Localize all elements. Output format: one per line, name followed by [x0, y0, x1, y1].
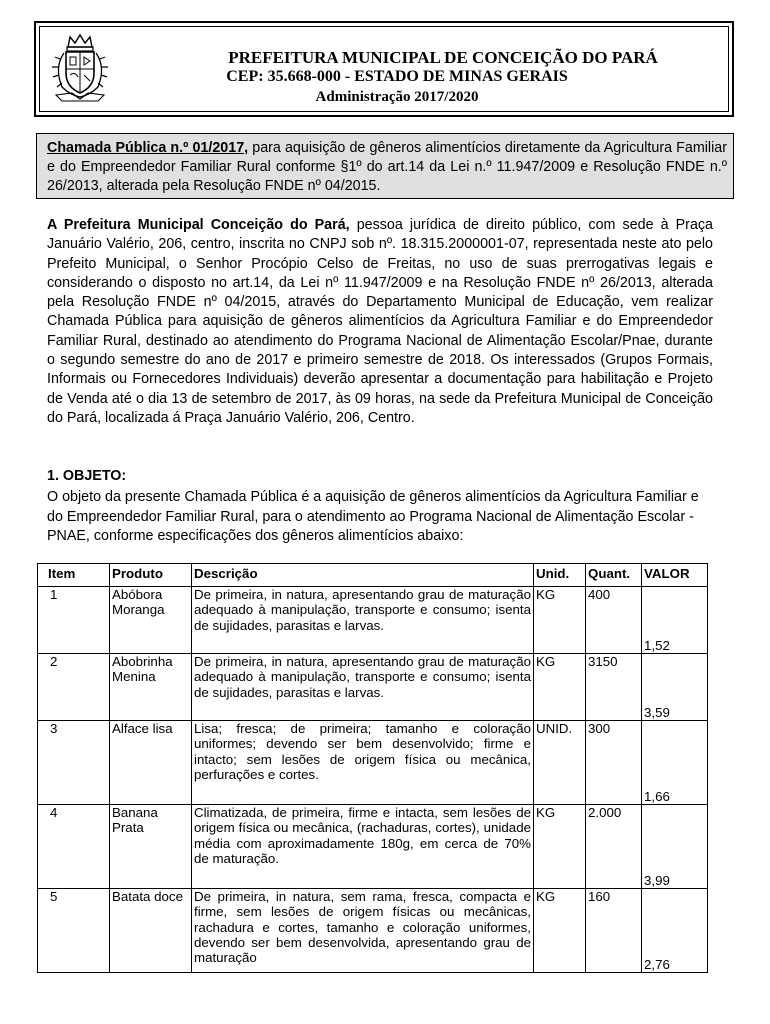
public-call-notice	[36, 133, 734, 199]
cell-quant: 3150	[586, 654, 642, 721]
cell-valor: 1,66	[642, 721, 708, 805]
notice-text: para aquisição de gêneros alimentícios diretamente da Agricultura Familiar e do Empreendedor Familiar Rural conforme §1º do art.14 da Lei n.º 11.947/2009 e Resolução FNDE n.º 26/2013, alterada pela Resolução FNDE nº 04/2015.	[47, 140, 727, 194]
intro-lead: A Prefeitura Municipal Conceição do Pará,	[47, 217, 350, 233]
cell-unid: KG	[534, 805, 586, 889]
cell-item: 3	[38, 721, 110, 805]
notice-title: Chamada Pública n.º 01/2017,	[47, 140, 249, 156]
intro-text: pessoa jurídica de direito público, com sede à Praça Januário Valério, 206, centro, inscrita no CNPJ sob nº. 18.315.2000001-07, representada neste ato pelo Prefeito Municipal, o Senhor Procópio Celso de Freitas, no uso de suas prerrogativas legais e considerando o disposto no art.14, da Lei nº 11.947/2009 e na Resolução FNDE nº 26/2013, alterada pela Resolução FNDE nº 04/2015, através do Departamento Municipal de Educação, vem realizar Chamada Pública para aquisição de gêneros alimentícios da Agricultura Familiar e do Empreendedor Familiar Rural, destinado ao atendimento do Programa Nacional de Alimentação Escolar/Pnae, durante o segundo semestre do ano de 2017 e primeiro semestre de 2018. Os interessados (Grupos Formais, Informais ou Fornecedores Individuais) deverão apresentar a documentação para habilitação e Projeto de Venda até o dia 13 de setembro de 2017, às 09 horas, na sede da Prefeitura Municipal de Conceição do Pará, localizada á Praça Januário Valério, 206, Centro.	[47, 217, 713, 426]
cell-produto: Alface lisa	[110, 721, 192, 805]
table-row	[38, 721, 708, 805]
cell-produto: Banana Prata	[110, 805, 192, 889]
cell-unid: KG	[534, 889, 586, 973]
section-title-objeto: 1. OBJETO:	[47, 468, 127, 484]
cell-descricao: Climatizada, de primeira, firme e intacta, sem lesões de origem física ou mecânica, (rachaduras, cortes), unidade média com aproximadamente 180g, em cerca de 70% de maturação.	[192, 805, 534, 889]
intro-paragraph	[47, 216, 713, 428]
cell-descricao: De primeira, in natura, sem rama, fresca, compacta e firme, sem lesões de origem físicas ou mecânicas, rachadura e cortes, tamanho e coloração uniformes, devendo ser bem desenvolvida, apresentando grau de maturação	[192, 889, 534, 973]
cell-item: 4	[38, 805, 110, 889]
table-header-row	[38, 564, 708, 587]
table-row	[38, 805, 708, 889]
table-row	[38, 587, 708, 654]
cell-item: 5	[38, 889, 110, 973]
header-administration: Administração 2017/2020	[315, 89, 479, 105]
section-text-objeto: O objeto da presente Chamada Pública é a aquisição de gêneros alimentícios da Agricultura Familiar e do Empreendedor Familiar Rural, para o atendimento ao Programa Nacional de Alimentação Escolar - PNAE, conforme especificações dos gêneros alimentícios abaixo:	[47, 489, 699, 544]
cell-unid: UNID.	[534, 721, 586, 805]
table-row	[38, 889, 708, 973]
cell-quant: 2.000	[586, 805, 642, 889]
header-valor: VALOR	[642, 564, 708, 587]
header-quant: Quant.	[586, 564, 642, 587]
cell-quant: 400	[586, 587, 642, 654]
cell-item: 2	[38, 654, 110, 721]
cell-valor: 3,99	[642, 805, 708, 889]
cell-produto: Abóbora Moranga	[110, 587, 192, 654]
header-produto: Produto	[110, 564, 192, 587]
cell-descricao: De primeira, in natura, apresentando grau de maturação adequado à manipulação, transporte e consumo; isenta de sujidades, parasitas e larvas.	[192, 654, 534, 721]
items-table	[37, 563, 708, 973]
cell-descricao: De primeira, in natura, apresentando grau de maturação adequado à manipulação, transporte e consumo; isenta de sujidades, parasitas e larvas.	[192, 587, 534, 654]
cell-unid: KG	[534, 654, 586, 721]
table-row	[38, 654, 708, 721]
cell-quant: 160	[586, 889, 642, 973]
cell-item: 1	[38, 587, 110, 654]
header-title: PREFEITURA MUNICIPAL DE CONCEIÇÃO DO PARÁ	[228, 48, 658, 67]
cell-unid: KG	[534, 587, 586, 654]
header-item: Item	[38, 564, 110, 587]
cell-descricao: Lisa; fresca; de primeira; tamanho e coloração uniformes; devendo ser bem desenvolvido; firme e intacto; sem lesões de origem física ou mecânica, perfurações e cortes.	[192, 721, 534, 805]
header-unid: Unid.	[534, 564, 586, 587]
cell-valor: 1,52	[642, 587, 708, 654]
cell-valor: 2,76	[642, 889, 708, 973]
cell-valor: 3,59	[642, 654, 708, 721]
cell-produto: Abobrinha Menina	[110, 654, 192, 721]
document-header	[34, 21, 734, 117]
cell-quant: 300	[586, 721, 642, 805]
cell-produto: Batata doce	[110, 889, 192, 973]
header-address: CEP: 35.668-000 - ESTADO DE MINAS GERAIS	[226, 68, 568, 85]
header-descricao: Descrição	[192, 564, 534, 587]
